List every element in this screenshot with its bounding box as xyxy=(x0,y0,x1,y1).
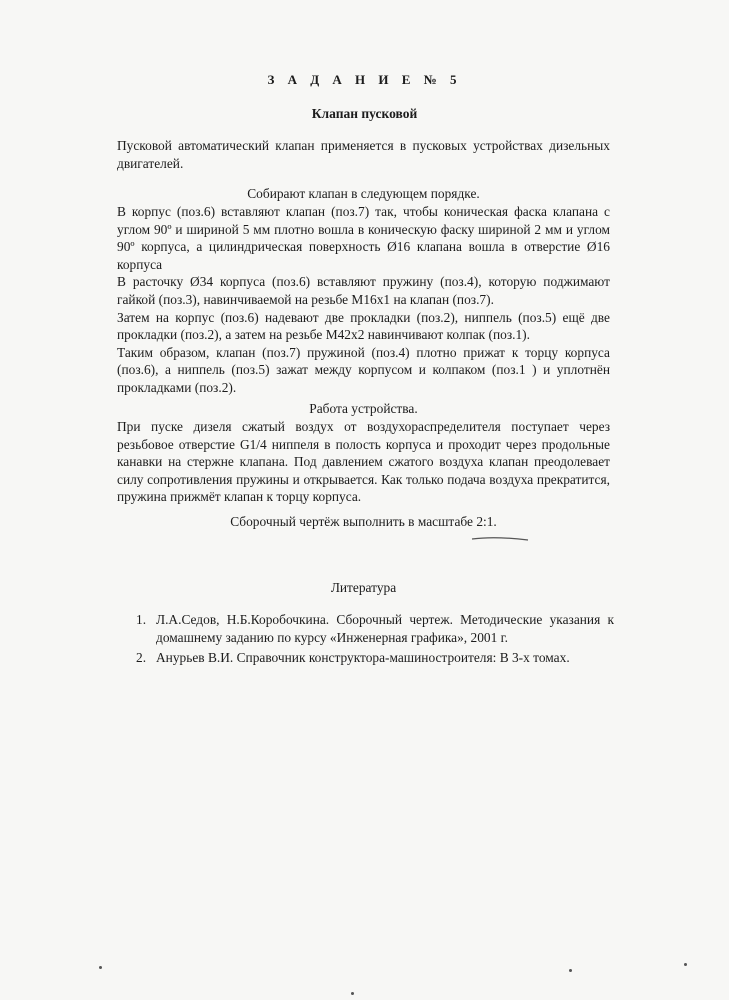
page-title: З А Д А Н И Е № 5 xyxy=(267,72,462,87)
scan-speck xyxy=(99,966,102,969)
operation-heading: Работа устройства. xyxy=(309,401,418,416)
assembly-paragraph: Затем на корпус (поз.6) надевают две прокладки (поз.2), ниппель (поз.5) ещё две прокладки (поз.2), а затем на резьбе М42х2 навинчивают колпак (поз.1). xyxy=(117,309,610,343)
literature-heading: Литература xyxy=(330,580,397,595)
operation-paragraph: При пуске дизеля сжатый воздух от воздухораспределителя поступает через резьбовое отверстие G1/4 ниппеля в полость корпуса и проходит через продольные канавки на стержне клапана. Под давлением сжатого воздуха клапан преодолевает силу сопротивления пружины и открывается. Как только подача воздуха прекратится, пружина прижмёт клапан к торцу корпуса. xyxy=(117,419,610,505)
literature-item-text: Анурьев В.И. Справочник конструктора-машиностроителя: В 3-х томах. xyxy=(156,650,570,666)
literature-item xyxy=(136,649,614,667)
page-subtitle: Клапан пусковой xyxy=(311,106,418,121)
assembly-paragraph: В корпус (поз.6) вставляют клапан (поз.7) так, чтобы коническая фаска клапана с углом 90º и шириной 5 мм плотно вошла в коническую фаску шириной 2 мм и углом 90º корпуса, а цилиндрическая поверхность Ø16 клапана вошла в отверстие Ø16 корпуса xyxy=(117,204,610,272)
scale-note: Сборочный чертёж выполнить в масштабе 2:1. xyxy=(230,514,497,529)
intro-paragraph: Пусковой автоматический клапан применяется в пусковых устройствах дизельных двигателей. xyxy=(117,138,610,171)
scan-speck xyxy=(569,969,572,972)
assembly-section xyxy=(117,203,610,397)
assembly-heading: Собирают клапан в следующем порядке. xyxy=(247,186,480,201)
literature-item-text: Л.А.Седов, Н.Б.Коробочкина. Сборочный чертеж. Методические указания к домашнему заданию по курсу «Инженерная графика», 2001 г. xyxy=(156,612,614,645)
assembly-paragraph: В расточку Ø34 корпуса (поз.6) вставляют пружину (поз.4), которую поджимают гайкой (поз.3), навинчиваемой на резьбе М16х1 на клапан (поз.7). xyxy=(117,274,610,307)
scan-speck xyxy=(351,992,354,995)
literature-item-number: 2. xyxy=(136,650,147,666)
literature-item-number: 1. xyxy=(136,612,147,627)
literature-list xyxy=(136,611,614,670)
literature-item xyxy=(136,611,614,646)
assembly-paragraph: Таким образом, клапан (поз.7) пружиной (поз.4) плотно прижат к торцу корпуса (поз.6), а ниппель (поз.5) зажат между корпусом и колпаком (поз.1 ) и уплотнён прокладками (поз.2). xyxy=(117,344,610,395)
pen-stroke-mark xyxy=(470,534,530,544)
scan-speck xyxy=(684,963,687,966)
